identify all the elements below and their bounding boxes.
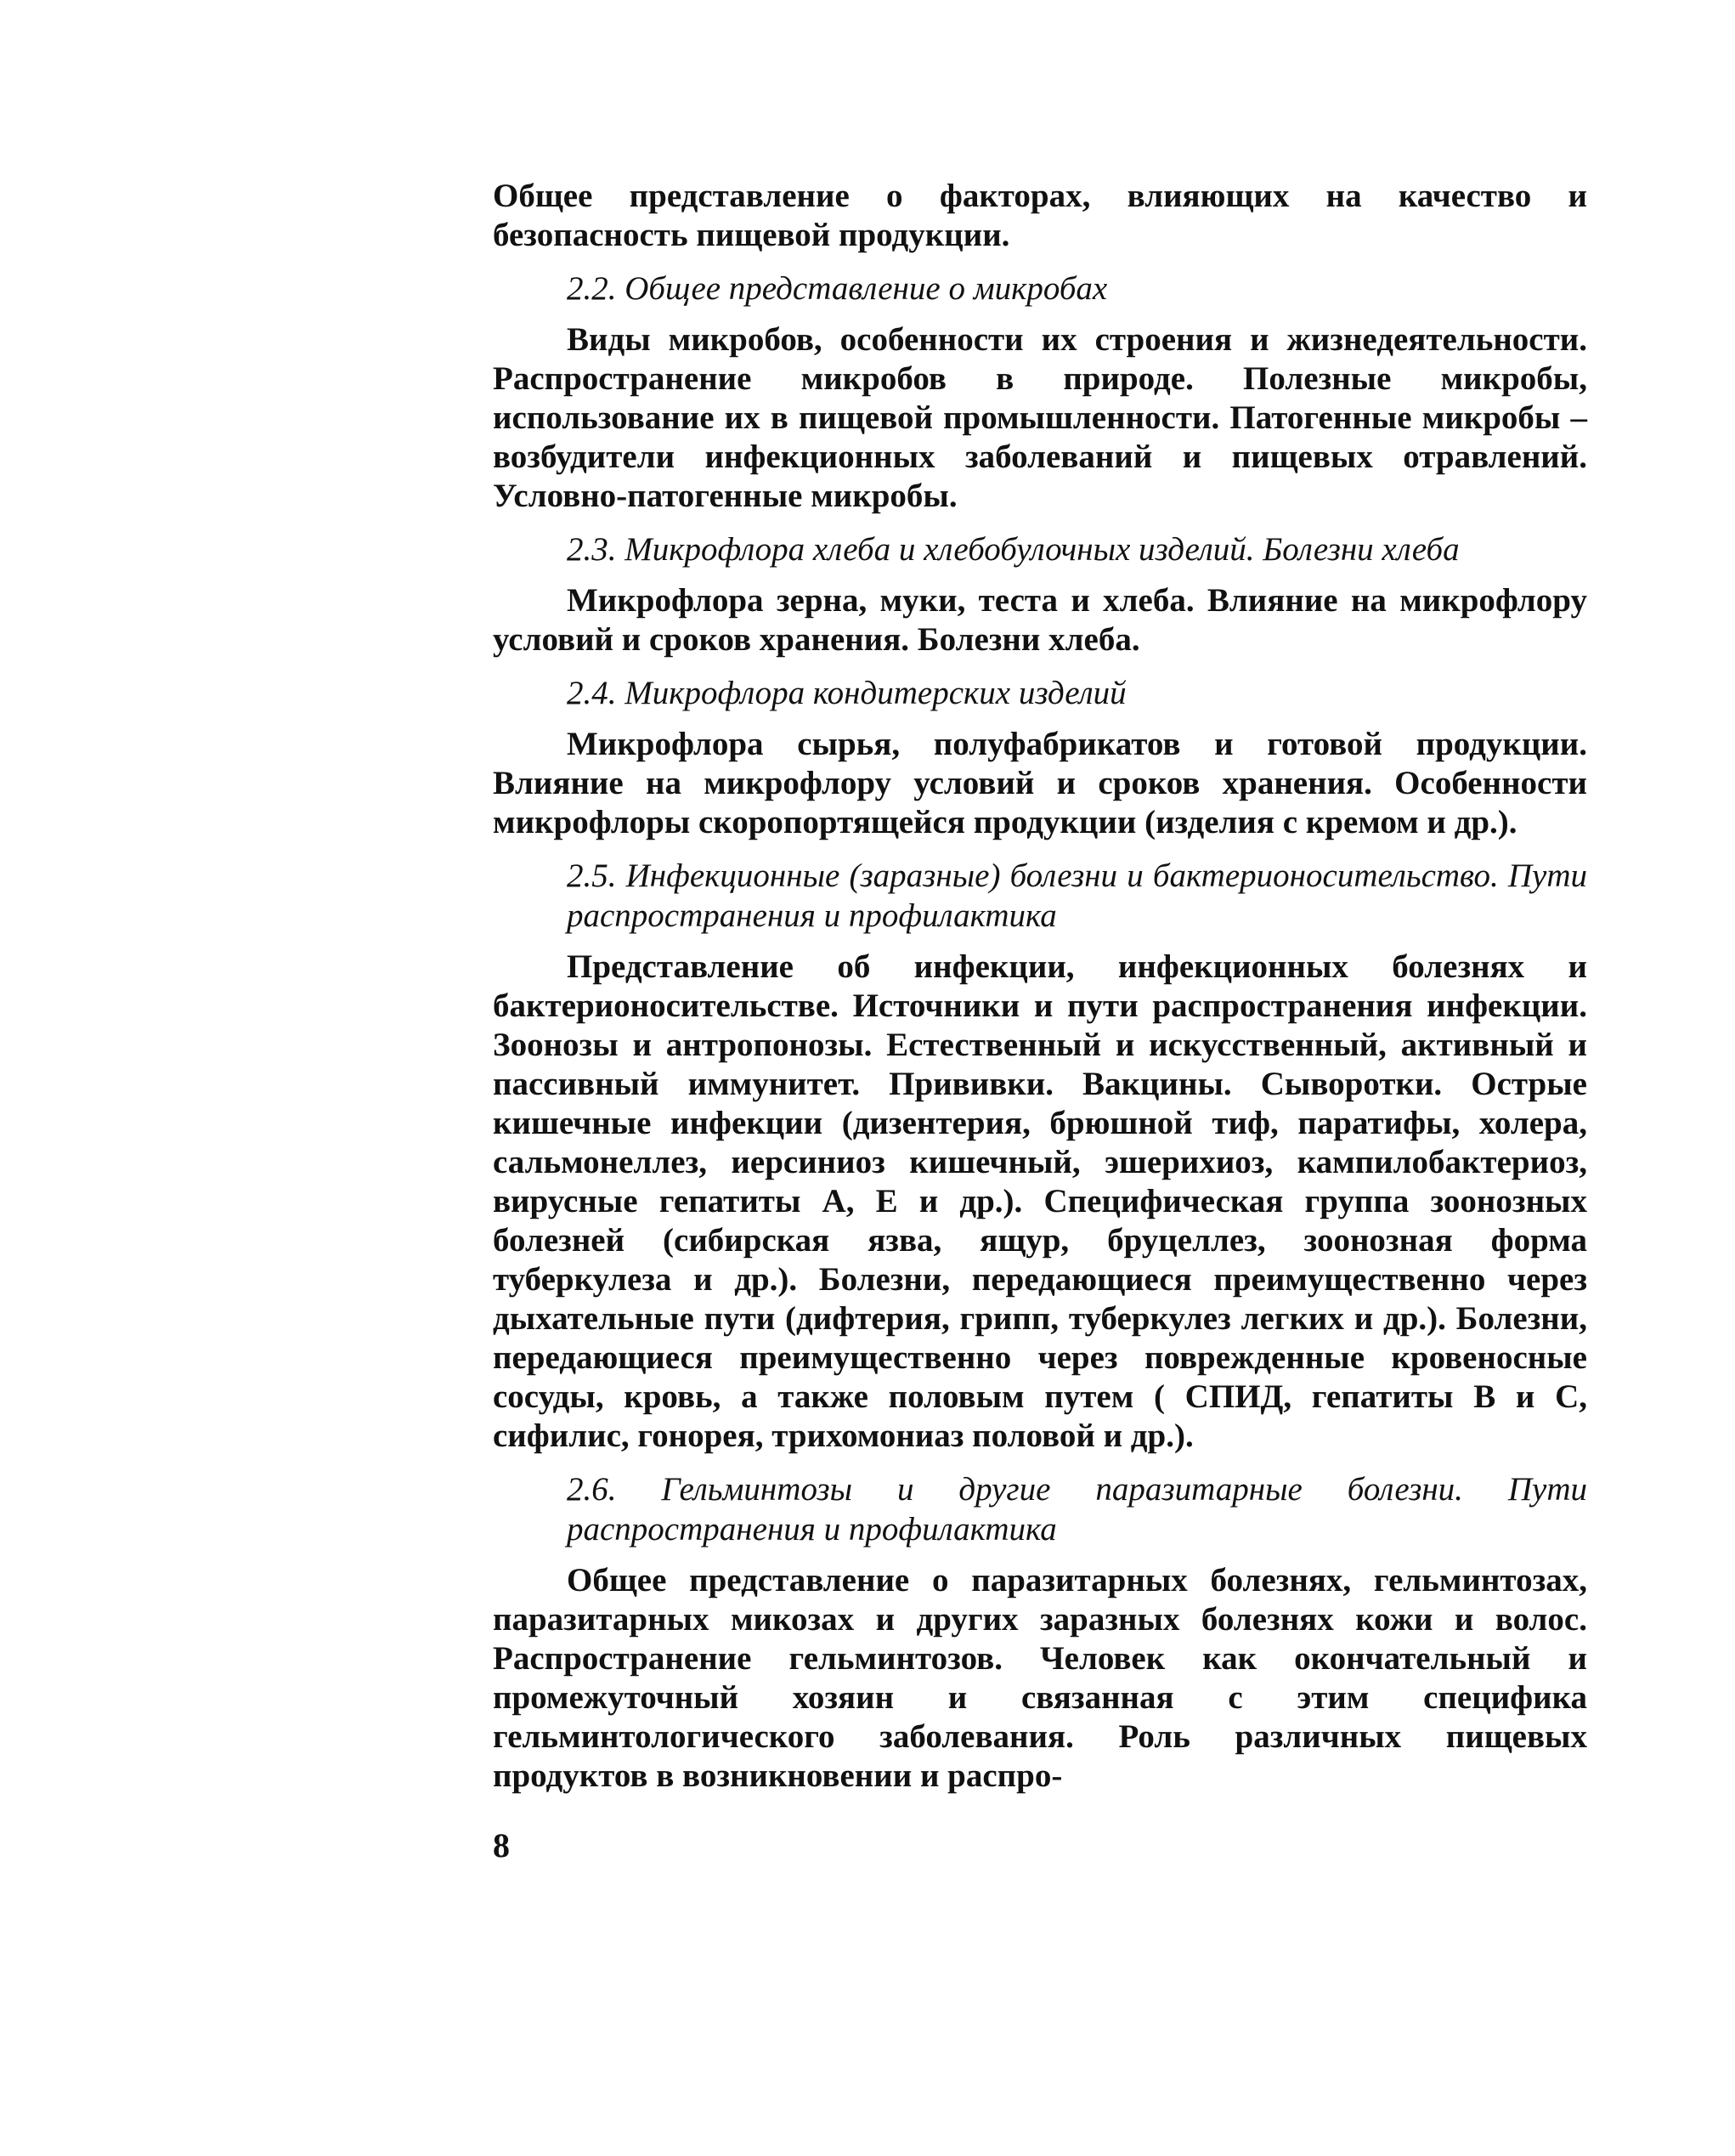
section-heading-2-2: 2.2. Общее представление о микробах xyxy=(567,270,1108,307)
section-heading-2-5: 2.5. Инфекционные (заразные) болезни и бактерионосительство. Пути распространения и профилактика xyxy=(567,857,1587,934)
section-heading-2-3: 2.3. Микрофлора хлеба и хлебобулочных изделий. Болезни хлеба xyxy=(567,531,1460,568)
page-body xyxy=(493,177,1587,1796)
section-2-2-paragraph: Виды микробов, особенности их строения и жизнедеятельности. Распространение микробов в природе. Полезные микробы, использование их в пищевой промышленности. Патогенные микробы – возбудители инфекционных заболеваний и пищевых отравлений. Условно-патогенные микробы. xyxy=(493,321,1587,514)
section-2-3-paragraph: Микрофлора зерна, муки, теста и хлеба. Влияние на микрофлору условий и сроков хранения. Болезни хлеба. xyxy=(493,582,1587,658)
section-heading-2-6: 2.6. Гельминтозы и другие паразитарные болезни. Пути распространения и профилактика xyxy=(567,1471,1587,1548)
page-number: 8 xyxy=(493,1826,510,1865)
section-heading-2-4: 2.4. Микрофлора кондитерских изделий xyxy=(567,675,1127,711)
section-2-6-paragraph: Общее представление о паразитарных болезнях, гельминтозах, паразитарных микозах и других заразных болезнях кожи и волос. Распространение гельминтозов. Человек как окончательный и промежуточный хозяин и связанная с этим специфика гельминтологического заболевания. Роль различных пищевых продуктов в возникновении и распро- xyxy=(493,1562,1587,1794)
section-2-4-paragraph: Микрофлора сырья, полуфабрикатов и готовой продукции. Влияние на микрофлору условий и сроков хранения. Особенности микрофлоры скоропортящейся продукции (изделия с кремом и др.). xyxy=(493,726,1587,840)
section-2-5-paragraph: Представление об инфекции, инфекционных болезнях и бактерионосительстве. Источники и пути распространения инфекции. Зоонозы и антропонозы. Естественный и искусственный, активный и пассивный иммунитет. Прививки. Вакцины. Сыворотки. Острые кишечные инфекции (дизентерия, брюшной тиф, паратифы, холера, сальмонеллез, иерсиниоз кишечный, эшерихиоз, кампилобактериоз, вирусные гепатиты А, Е и др.). Специфическая группа зоонозных болезней (сибирская язва, ящур, бруцеллез, зоонозная форма туберкулеза и др.). Болезни, передающиеся преимущественно через дыхательные пути (дифтерия, грипп, туберкулез легких и др.). Болезни, передающиеся преимущественно через поврежденные кровеносные сосуды, кровь, а также половым путем ( СПИД, гепатиты В и С, сифилис, гонорея, трихомониаз половой и др.). xyxy=(493,948,1587,1454)
intro-paragraph: Общее представление о факторах, влияющих на качество и безопасность пищевой продукции. xyxy=(493,178,1587,253)
